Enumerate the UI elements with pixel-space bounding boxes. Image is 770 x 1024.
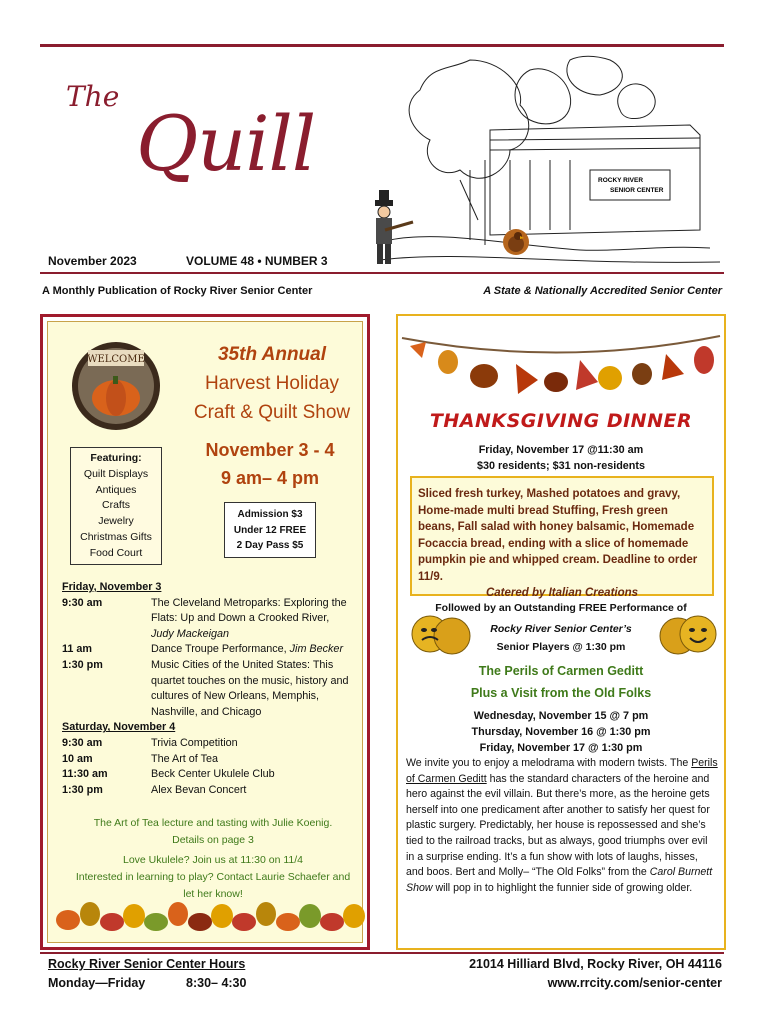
address: 21014 Hilliard Blvd, Rocky River, OH 44116 [469,957,722,971]
schedule-row [62,642,362,658]
performance-date: Wednesday, November 15 @ 7 pm [473,710,649,722]
admission-line: Admission $3 [237,509,303,520]
show-hours: 9 am– 4 pm [220,468,320,488]
craft-show-title [178,340,366,427]
dinner-price: $30 residents; $31 non-residents [476,460,646,472]
thanksgiving-title: THANKSGIVING DINNER [429,410,693,432]
svg-text:WELCOME: WELCOME [87,354,145,365]
welcome-pumpkin-sign [70,340,162,432]
ukulele-note-line: Love Ukulele? Join us at 11:30 on 11/4 [123,854,303,866]
featuring-item: Food Court [89,546,143,559]
melodrama-title-line2: Plus a Visit from the Old Folks [470,686,652,700]
schedule-desc: Dance Troupe Performance, Jim Becker [151,643,344,656]
schedule-row [62,596,362,643]
masthead-divider [40,272,724,274]
schedule-desc: The Cleveland Metroparks: Exploring the Flats: Up and Down a Crooked River, Judy Mackeigan [151,596,347,640]
performance-date: Thursday, November 16 @ 1:30 pm [471,726,651,738]
ukulele-note-line: Interested in learning to play? Contact Laurie Schaefer and [75,871,351,883]
svg-text:ROCKY RIVER: ROCKY RIVER [598,177,644,184]
show-title-line2: Harvest Holiday [204,373,340,394]
tea-note-line: The Art of Tea lecture and tasting with Julie Koenig. [93,817,333,829]
tv-show-name: Carol Burnett Show [406,866,713,894]
players-info [458,620,664,656]
craft-show-inner [47,321,363,943]
publication-line: A Monthly Publication of Rocky River Senior Center [42,285,313,297]
show-title-line3: Craft & Quilt Show [193,402,351,423]
schedule-desc: Beck Center Ukulele Club [151,768,275,781]
menu-text: Sliced fresh turkey, Mashed potatoes and gravy, Home-made multi bread Stuffing, Fresh green beans, Fall salad with honey balsamic, Homemade Focaccia bread, ending with a slice of homemade pumpkin pie and whipped cream. Deadline to order 11/9. [418,488,698,583]
schedule-time: 11 am [62,643,93,656]
featuring-item: Crafts [101,499,130,512]
hours-days: Monday—Friday [48,976,146,990]
admission-line: Under 12 FREE [233,524,307,536]
melodrama-name: Perils of Carmen Geditt [406,757,718,785]
website-link[interactable]: www.rrcity.com/senior-center [547,976,722,990]
issue-volume: VOLUME 48 • NUMBER 3 [186,254,328,268]
players-time: Senior Players @ 1:30 pm [496,641,626,653]
schedule-desc: Music Cities of the United States: This quartet touches on the music, history and cultures of New Orleans, Memphis, Nashville, and Chicago [151,658,349,718]
featuring-item: Christmas Gifts [80,530,152,543]
melodrama-title-line1: The Perils of Carmen Geditt [478,664,644,678]
show-title-line1: 35th Annual [217,344,327,365]
show-date-range: November 3 - 4 [205,440,335,460]
autumn-leaves-border [56,898,366,934]
schedule-desc: The Art of Tea [151,752,219,765]
autumn-garland [398,324,724,416]
featuring-heading: Featuring: [90,452,142,464]
schedule-time: 1:30 pm [62,658,103,671]
melodrama-title [398,660,724,704]
dinner-time: Friday, November 17 @11:30 am [478,444,644,456]
schedule-time: 11:30 am [62,768,108,781]
admission-box [224,502,316,558]
tea-note [58,815,368,849]
melodrama-description: We invite you to enjoy a melodrama with modern twists. The Perils of Carmen Geditt has the standard characters of the heroine and hero against the evil villain. But there’s more, as the heroine gets herself into one predicament after another to satisfy her quest for plastic surgery. Predictably, her house is repossessed and she’s tied to the railroad tracks, but as always, good triumphs over evil in a surprise ending. It’s a fun show with lots of laughs, hisses, and boos. Bert and Molly– “The Old Folks” from the Carol Burnett Show will pop in to highlight the funnier side of growing older. [406,757,718,894]
tea-note-line: Details on page 3 [172,834,254,846]
performance-date: Friday, November 17 @ 1:30 pm [479,742,643,754]
schedule-row [62,752,362,768]
performance-dates [398,708,724,756]
show-dates [180,436,360,492]
presenter: Jim Becker [289,643,344,656]
schedule-time: 10 am [62,752,93,765]
presenter: Judy Mackeigan [151,627,230,640]
schedule-row [62,736,362,752]
hours-title: Rocky River Senior Center Hours [48,957,246,971]
saturday-heading: Saturday, November 4 [62,721,176,734]
schedule-row [62,783,362,799]
ukulele-note-line: let her know! [183,888,243,900]
footer-rule [40,952,724,954]
schedule-row [62,658,362,720]
hours-times: 8:30– 4:30 [186,976,247,990]
admission-line: 2 Day Pass $5 [236,540,304,551]
featuring-item: Quilt Displays [83,467,149,480]
drama-mask-right-icon [656,612,718,656]
schedule-desc: Alex Bevan Concert [151,783,247,796]
thanksgiving-panel [396,314,726,950]
craft-show-panel [40,314,370,950]
svg-text:SENIOR CENTER: SENIOR CENTER [610,187,664,194]
schedule-row [62,767,362,783]
schedule-desc: Trivia Competition [151,736,238,749]
dinner-details [398,442,724,474]
featuring-item: Jewelry [98,515,134,528]
caterer-line: Catered by Italian Creations [485,587,639,599]
friday-heading: Friday, November 3 [62,581,162,593]
masthead-the: The [66,80,120,113]
featuring-box [70,447,162,565]
schedule-time: 9:30 am [62,596,103,609]
followed-by-line: Followed by an Outstanding FREE Performance of [435,602,687,614]
menu-box [410,476,714,599]
schedule-time: 9:30 am [62,736,103,749]
ukulele-note [58,852,368,903]
players-name: Rocky River Senior Center’s [490,623,632,635]
senior-center-sketch [360,50,730,272]
schedule-time: 1:30 pm [62,783,103,796]
schedule [62,580,362,798]
masthead-title: Quill [136,99,316,188]
top-rule [40,44,724,47]
featuring-item: Antiques [95,483,137,496]
issue-date: November 2023 [48,254,137,268]
accreditation-line: A State & Nationally Accredited Senior Center [483,285,722,297]
